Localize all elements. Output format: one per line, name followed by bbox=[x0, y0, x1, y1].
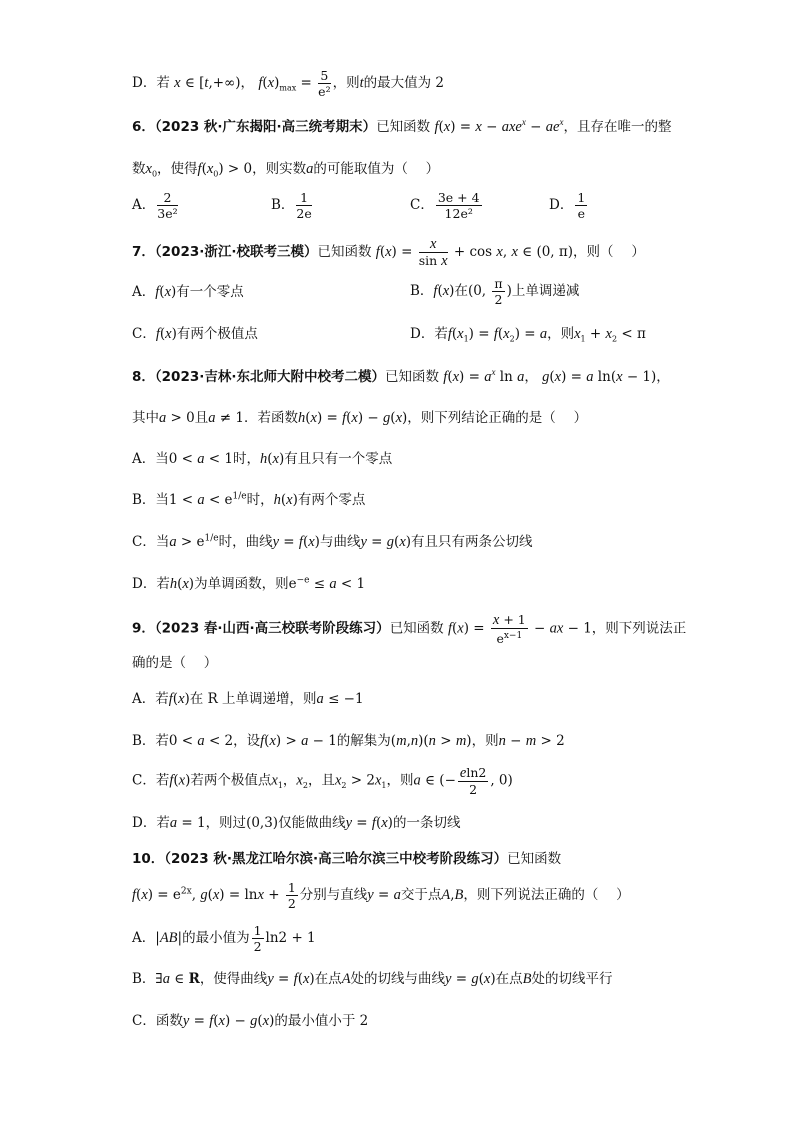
q7-option-b[interactable]: B．f(x)在(0, $\frac{\pi}{2}$ )上单调递减 bbox=[410, 276, 580, 307]
q9-option-c[interactable]: C．若f(x)若两个极值点$x_1$，$x_2$，且$x_2 > 2x_1$，则a ∈ (− $\frac{eln2}{2}$ , 0) bbox=[132, 765, 513, 797]
question-6-line2: 数$x_0$，使得$f(x_0) > 0$，则实数a的可能取值为（ ） bbox=[132, 161, 440, 179]
question-source: （2023·浙江·校联考三模） bbox=[154, 244, 318, 260]
q10-option-a[interactable]: A．|AB|的最小值为 $\frac{1}{2}$ ln2 + 1 bbox=[132, 923, 316, 954]
question-6-line1: 6．（2023 秋·广东揭阳·高三统考期末）已知函数 $f(x) = x - axe^x - ae^x$，且存在唯一的整 bbox=[132, 117, 672, 135]
q8-option-b[interactable]: B．当$1 < a < e^{1/e}$时，h(x)有两个零点 bbox=[132, 491, 366, 508]
question-number: 6． bbox=[132, 119, 155, 135]
question-source: （2023 秋·黑龙江哈尔滨·高三哈尔滨三中校考阶段练习） bbox=[164, 851, 508, 867]
question-source: （2023 秋·广东揭阳·高三统考期末） bbox=[154, 119, 377, 135]
question-10-line1: 10．（2023 秋·黑龙江哈尔滨·高三哈尔滨三中校考阶段练习）已知函数 bbox=[132, 851, 562, 867]
q6-option-a[interactable]: A． $\frac{2}{\text{3e²}}$ bbox=[132, 190, 178, 221]
question-9-line1: 9．（2023 春·山西·高三校联考阶段练习）已知函数 f(x) = $\frac{x + 1}{e^{x-1}}$ − ax − 1，则下列说法正 bbox=[132, 612, 687, 647]
q7-option-d[interactable]: D．若$f(x_1) = f(x_2) = a$，则$x_1 + x_2 < \pi$ bbox=[410, 326, 646, 344]
question-8-line2: 其中a > 0且a ≠ 1．若函数h(x) = f(x) − g(x)，则下列结论正确的是（ ） bbox=[132, 410, 588, 426]
question-source: （2023·吉林·东北师大附中校考二模） bbox=[154, 369, 385, 385]
q8-option-c[interactable]: C．当$a > e^{1/e}$时，曲线y = f(x)与曲线y = g(x)有且只有两条公切线 bbox=[132, 533, 533, 550]
q9-option-d[interactable]: D．若a = 1，则过(0,3)仅能做曲线y = f(x)的一条切线 bbox=[132, 815, 461, 831]
question-9-line2: 确的是（ ） bbox=[132, 655, 218, 671]
q10-option-b[interactable]: B．∃a ∈ R，使得曲线y = f(x)在点A处的切线与曲线y = g(x)在点B处的切线平行 bbox=[132, 971, 613, 987]
q7-option-c[interactable]: C．f(x)有两个极值点 bbox=[132, 326, 258, 342]
question-10-line2: $f(x) = e^{2x}$, g(x) = lnx + $\frac{1}{2}$ 分别与直线y = a交于点A,B，则下列说法正确的（ ） bbox=[132, 880, 630, 911]
q6-option-c[interactable]: C． $\frac{3e + 4}{\text{12e²}}$ bbox=[410, 190, 480, 221]
q9-option-b[interactable]: B．若0 < a < 2，设f(x) > a − 1的解集为(m,n)(n > m)，则n − m > 2 bbox=[132, 733, 565, 749]
question-source: （2023 春·山西·高三校联考阶段练习） bbox=[154, 620, 390, 637]
math-expr: x bbox=[174, 75, 181, 91]
q5-option-d: D．若 x ∈ [t,+∞)， $f(x)_{max}$ = $\frac{5}{\text{e²}}$ ，则t的最大值为 2 bbox=[132, 68, 445, 99]
q9-option-a[interactable]: A．若f(x)在 R 上单调递增，则a ≤ −1 bbox=[132, 691, 364, 707]
q8-option-d[interactable]: D．若h(x)为单调函数，则$e^{-e} \le a < 1$ bbox=[132, 575, 366, 592]
q6-option-d[interactable]: D． $\frac{1}{e}$ bbox=[549, 190, 586, 221]
question-7-line1: 7．（2023·浙江·校联考三模）已知函数 f(x) = $\frac{x}{\text{sin x}}$ + cos x, x ∈ (0, π)，则（ ） bbox=[132, 236, 645, 269]
q10-option-c[interactable]: C．函数y = f(x) − g(x)的最小值小于 2 bbox=[132, 1013, 369, 1029]
q8-option-a[interactable]: A．当0 < a < 1时，h(x)有且只有一个零点 bbox=[132, 451, 393, 467]
q7-option-a[interactable]: A．f(x)有一个零点 bbox=[132, 284, 244, 300]
q6-option-b[interactable]: B． $\frac{1}{2e}$ bbox=[271, 190, 312, 221]
question-8-line1: 8．（2023·吉林·东北师大附中校考二模）已知函数 $f(x) = a^x$ ln a， g(x) = a ln(x − 1)， bbox=[132, 367, 670, 385]
